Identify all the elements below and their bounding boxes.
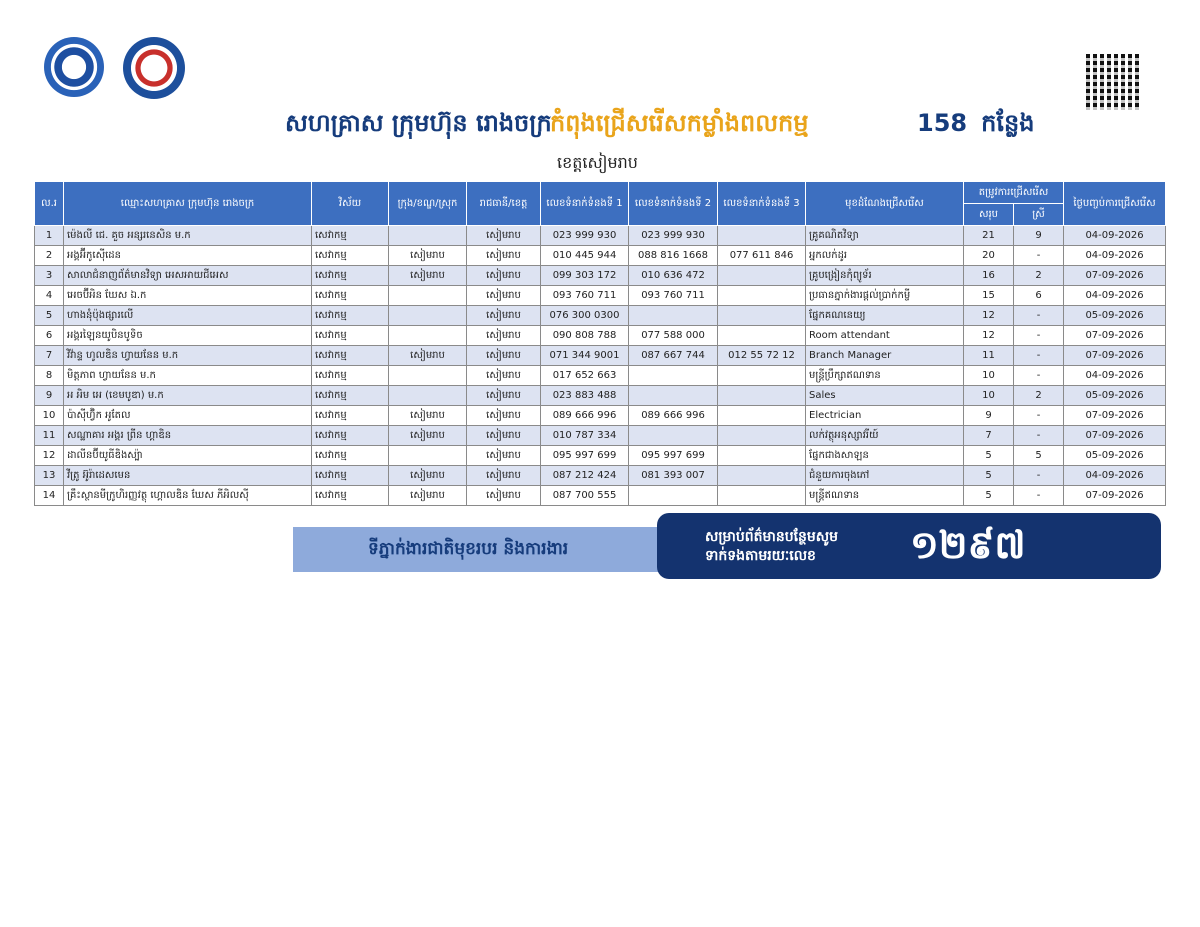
cell-province: សៀមរាប <box>467 426 541 446</box>
cell-female: - <box>1014 246 1064 266</box>
job-table <box>34 181 1166 506</box>
cell-no: 7 <box>35 346 64 366</box>
cell-name: សណ្ឋាគារ អង្គរ ព្រីន ហ្គាឌិន <box>64 426 312 446</box>
cell-deadline: 04-09-2026 <box>1064 366 1166 386</box>
cell-sector: សេវាកម្ម <box>312 446 389 466</box>
cell-p1: 010 445 944 <box>541 246 629 266</box>
table-row <box>35 326 1166 346</box>
cell-city <box>389 306 467 326</box>
table-row <box>35 446 1166 466</box>
cell-sector: សេវាកម្ម <box>312 266 389 286</box>
cell-position: Sales <box>806 386 964 406</box>
cell-city: សៀមរាប <box>389 486 467 506</box>
cell-province: សៀមរាប <box>467 406 541 426</box>
cell-deadline: 07-09-2026 <box>1064 426 1166 446</box>
table-row <box>35 366 1166 386</box>
cell-p2: 089 666 996 <box>629 406 718 426</box>
cell-p2: 010 636 472 <box>629 266 718 286</box>
cell-no: 4 <box>35 286 64 306</box>
cell-female: - <box>1014 306 1064 326</box>
cell-deadline: 05-09-2026 <box>1064 306 1166 326</box>
cell-province: សៀមរាប <box>467 266 541 286</box>
cell-female: 2 <box>1014 386 1064 406</box>
cell-position: អ្នកលក់ដូរ <box>806 246 964 266</box>
count-unit: កន្លែង <box>981 109 1035 137</box>
cell-p1: 087 212 424 <box>541 466 629 486</box>
cell-deadline: 04-09-2026 <box>1064 286 1166 306</box>
cell-province: សៀមរាប <box>467 446 541 466</box>
cell-p1: 023 999 930 <box>541 226 629 246</box>
header-need: តម្រូវការជ្រើសរើស <box>964 182 1064 204</box>
cell-position: Branch Manager <box>806 346 964 366</box>
count-value: 158 <box>917 109 968 137</box>
cell-p2 <box>629 366 718 386</box>
table-row <box>35 346 1166 366</box>
cell-no: 2 <box>35 246 64 266</box>
cell-p1: 095 997 699 <box>541 446 629 466</box>
cell-p1: 076 300 0300 <box>541 306 629 326</box>
cell-female: 6 <box>1014 286 1064 306</box>
cell-position: Room attendant <box>806 326 964 346</box>
cell-no: 12 <box>35 446 64 466</box>
cell-province: សៀមរាប <box>467 226 541 246</box>
table-row <box>35 266 1166 286</box>
cell-p3 <box>718 286 806 306</box>
cell-p2: 087 667 744 <box>629 346 718 366</box>
cell-p2 <box>629 306 718 326</box>
cell-female: 9 <box>1014 226 1064 246</box>
cell-name: អ អិម អេ (ខេមបូឌា) ម.ក <box>64 386 312 406</box>
table-row <box>35 246 1166 266</box>
qr-code <box>1086 54 1142 110</box>
cell-name: ប៉ាស៊ីហ្វ៊ិក អូតែល <box>64 406 312 426</box>
cell-total: 7 <box>964 426 1014 446</box>
table-row <box>35 406 1166 426</box>
cell-p2: 077 588 000 <box>629 326 718 346</box>
cell-no: 6 <box>35 326 64 346</box>
cell-name: សាលាជំនាញព័ត៌មានវិទ្យា អេសអាយជីអេស <box>64 266 312 286</box>
cell-sector: សេវាកម្ម <box>312 326 389 346</box>
header-no: ល.រ <box>35 182 64 226</box>
cell-p1: 089 666 996 <box>541 406 629 426</box>
cell-name: អង្គអ៊ីកូស៊ើដេន <box>64 246 312 266</box>
cell-total: 12 <box>964 326 1014 346</box>
cell-position: Electrician <box>806 406 964 426</box>
cell-province: សៀមរាប <box>467 286 541 306</box>
cell-p2 <box>629 486 718 506</box>
cell-deadline: 07-09-2026 <box>1064 486 1166 506</box>
cell-no: 11 <box>35 426 64 446</box>
title-recruiting: កំពុងជ្រើសរើសកម្លាំងពលកម្ម <box>550 109 809 137</box>
cell-province: សៀមរាប <box>467 326 541 346</box>
cell-name: ហាងនុំប៉ុងផ្សារលើ <box>64 306 312 326</box>
cell-total: 9 <box>964 406 1014 426</box>
cell-total: 5 <box>964 486 1014 506</box>
header-female: ស្រី <box>1014 204 1064 226</box>
cell-province: សៀមរាប <box>467 386 541 406</box>
cell-sector: សេវាកម្ម <box>312 246 389 266</box>
cell-deadline: 07-09-2026 <box>1064 326 1166 346</box>
cell-deadline: 04-09-2026 <box>1064 226 1166 246</box>
cell-p2: 023 999 930 <box>629 226 718 246</box>
cell-position: ផ្នែកគណនេយ្យ <box>806 306 964 326</box>
cell-no: 5 <box>35 306 64 326</box>
cell-city <box>389 226 467 246</box>
cell-p1: 093 760 711 <box>541 286 629 306</box>
title-count <box>917 108 1034 140</box>
agency-logo <box>44 37 104 97</box>
cell-sector: សេវាកម្ម <box>312 386 389 406</box>
cell-name: វិវ៉ាន្ទ ហូលឌិន ហ្វាយនែន ម.ក <box>64 346 312 366</box>
ministry-logo <box>123 37 185 99</box>
cell-position: ផ្នែកជាងសាឡន <box>806 446 964 466</box>
cell-deadline: 07-09-2026 <box>1064 406 1166 426</box>
contact-line1: សម្រាប់ព័ត៌មានបន្ថែមសូម <box>705 529 839 545</box>
header-position: មុខដំណែងជ្រើសរើស <box>806 182 964 226</box>
contact-line2: ទាក់ទងតាមរយៈលេខ <box>705 548 816 564</box>
header-phone3: លេខទំនាក់ទំនងទី 3 <box>718 182 806 226</box>
cell-name: វីត្រូ អ៊ូរ៉ាដេសមេន <box>64 466 312 486</box>
cell-p3 <box>718 386 806 406</box>
cell-province: សៀមរាប <box>467 466 541 486</box>
cell-no: 14 <box>35 486 64 506</box>
cell-sector: សេវាកម្ម <box>312 426 389 446</box>
cell-name: មិត្តភាព ហ្វាយនែន ម.ក <box>64 366 312 386</box>
cell-sector: សេវាកម្ម <box>312 346 389 366</box>
cell-deadline: 04-09-2026 <box>1064 246 1166 266</box>
hotline-number: ១២៩៧ <box>910 523 1026 567</box>
cell-sector: សេវាកម្ម <box>312 226 389 246</box>
cell-female: - <box>1014 486 1064 506</box>
cell-province: សៀមរាប <box>467 486 541 506</box>
cell-total: 10 <box>964 366 1014 386</box>
cell-no: 3 <box>35 266 64 286</box>
cell-no: 1 <box>35 226 64 246</box>
cell-total: 20 <box>964 246 1014 266</box>
cell-total: 21 <box>964 226 1014 246</box>
cell-p1: 087 700 555 <box>541 486 629 506</box>
cell-female: - <box>1014 466 1064 486</box>
cell-p3 <box>718 366 806 386</box>
cell-province: សៀមរាប <box>467 246 541 266</box>
cell-p2: 088 816 1668 <box>629 246 718 266</box>
header-province: រាជធានី/ខេត្ត <box>467 182 541 226</box>
cell-province: សៀមរាប <box>467 346 541 366</box>
cell-city <box>389 366 467 386</box>
cell-deadline: 05-09-2026 <box>1064 446 1166 466</box>
cell-p2: 081 393 007 <box>629 466 718 486</box>
cell-p1: 071 344 9001 <box>541 346 629 366</box>
cell-p1: 017 652 663 <box>541 366 629 386</box>
cell-p3: 077 611 846 <box>718 246 806 266</box>
cell-total: 5 <box>964 466 1014 486</box>
cell-city <box>389 286 467 306</box>
cell-total: 10 <box>964 386 1014 406</box>
cell-p3 <box>718 446 806 466</box>
cell-city <box>389 326 467 346</box>
cell-female: - <box>1014 346 1064 366</box>
cell-city: សៀមរាប <box>389 246 467 266</box>
cell-name: ដាលីនប៊ីយូធីឌិងស្ប៉ា <box>64 446 312 466</box>
cell-total: 5 <box>964 446 1014 466</box>
cell-p3 <box>718 466 806 486</box>
cell-sector: សេវាកម្ម <box>312 306 389 326</box>
table-row <box>35 226 1166 246</box>
cell-female: - <box>1014 326 1064 346</box>
cell-sector: សេវាកម្ម <box>312 366 389 386</box>
cell-female: 2 <box>1014 266 1064 286</box>
cell-p3 <box>718 406 806 426</box>
table-row <box>35 386 1166 406</box>
cell-position: ប្រធានភ្នាក់ងារផ្ដល់ប្រាក់កម្ចី <box>806 286 964 306</box>
header-phone2: លេខទំនាក់ទំនងទី 2 <box>629 182 718 226</box>
cell-name: អង្គរឡៃនយូបិនបូទិច <box>64 326 312 346</box>
cell-no: 13 <box>35 466 64 486</box>
cell-deadline: 07-09-2026 <box>1064 346 1166 366</box>
cell-female: 5 <box>1014 446 1064 466</box>
cell-p3 <box>718 426 806 446</box>
cell-position: មន្ត្រីឥណទាន <box>806 486 964 506</box>
cell-city <box>389 446 467 466</box>
cell-sector: សេវាកម្ម <box>312 466 389 486</box>
table-row <box>35 426 1166 446</box>
cell-female: - <box>1014 406 1064 426</box>
cell-no: 8 <box>35 366 64 386</box>
header-phone1: លេខទំនាក់ទំនងទី 1 <box>541 182 629 226</box>
cell-city: សៀមរាប <box>389 266 467 286</box>
header-sector: វិស័យ <box>312 182 389 226</box>
cell-position: មន្ត្រីប្រឹក្សាឥណទាន <box>806 366 964 386</box>
title-companies: សហគ្រាស ក្រុមហ៊ុន រោងចក្រ <box>285 109 552 137</box>
cell-total: 15 <box>964 286 1014 306</box>
cell-deadline: 05-09-2026 <box>1064 386 1166 406</box>
cell-female: - <box>1014 426 1064 446</box>
header-deadline: ថ្ងៃបញ្ចប់ការជ្រើសរើស <box>1064 182 1166 226</box>
header-total: សរុប <box>964 204 1014 226</box>
cell-city: សៀមរាប <box>389 346 467 366</box>
cell-p2: 093 760 711 <box>629 286 718 306</box>
cell-position: គ្រូបង្រៀនកុំព្យូទ័រ <box>806 266 964 286</box>
agency-banner <box>293 527 693 572</box>
table-row <box>35 306 1166 326</box>
cell-province: សៀមរាប <box>467 366 541 386</box>
cell-city <box>389 386 467 406</box>
cell-position: គ្រូគណិតវិទ្យា <box>806 226 964 246</box>
table-row <box>35 486 1166 506</box>
cell-p2: 095 997 699 <box>629 446 718 466</box>
cell-total: 12 <box>964 306 1014 326</box>
cell-p3 <box>718 486 806 506</box>
header-city: ក្រុង/ខណ្ឌ/ស្រុក <box>389 182 467 226</box>
cell-female: - <box>1014 366 1064 386</box>
cell-position: ជំនួយការចុងភៅ <box>806 466 964 486</box>
contact-banner <box>657 513 1161 579</box>
cell-city: សៀមរាប <box>389 426 467 446</box>
cell-name: គ្រឹះស្ថានមីក្រូហិរញ្ញវត្ថុ ហ្គោលឌិន ឃែស ភីអិលស៊ី <box>64 486 312 506</box>
cell-city: សៀមរាប <box>389 466 467 486</box>
cell-p2 <box>629 426 718 446</box>
cell-p2 <box>629 386 718 406</box>
cell-no: 10 <box>35 406 64 426</box>
cell-p1: 023 883 488 <box>541 386 629 406</box>
cell-name: អេចប៊ីអិន ឃែស ឯ.ក <box>64 286 312 306</box>
agency-name: ទីភ្នាក់ងារជាតិមុខរបរ និងការងារ <box>368 539 569 559</box>
cell-p1: 099 303 172 <box>541 266 629 286</box>
cell-total: 16 <box>964 266 1014 286</box>
cell-name: ម៉េងលី ជេ. គួច អន្សរនេសិន ម.ក <box>64 226 312 246</box>
cell-sector: សេវាកម្ម <box>312 286 389 306</box>
table-row <box>35 286 1166 306</box>
cell-p1: 090 808 788 <box>541 326 629 346</box>
cell-p3 <box>718 326 806 346</box>
cell-sector: សេវាកម្ម <box>312 406 389 426</box>
cell-province: សៀមរាប <box>467 306 541 326</box>
cell-deadline: 07-09-2026 <box>1064 266 1166 286</box>
province-subtitle: ខេត្តសៀមរាប <box>557 153 638 172</box>
cell-city: សៀមរាប <box>389 406 467 426</box>
cell-total: 11 <box>964 346 1014 366</box>
cell-p1: 010 787 334 <box>541 426 629 446</box>
table-row <box>35 466 1166 486</box>
cell-p3 <box>718 226 806 246</box>
cell-position: លក់វត្ថុអនុស្សាវរីយ៍ <box>806 426 964 446</box>
header-name: ឈ្មោះសហគ្រាស ក្រុមហ៊ុន រោងចក្រ <box>64 182 312 226</box>
cell-p3 <box>718 266 806 286</box>
cell-sector: សេវាកម្ម <box>312 486 389 506</box>
cell-p3: 012 55 72 12 <box>718 346 806 366</box>
cell-deadline: 04-09-2026 <box>1064 466 1166 486</box>
cell-p3 <box>718 306 806 326</box>
cell-no: 9 <box>35 386 64 406</box>
